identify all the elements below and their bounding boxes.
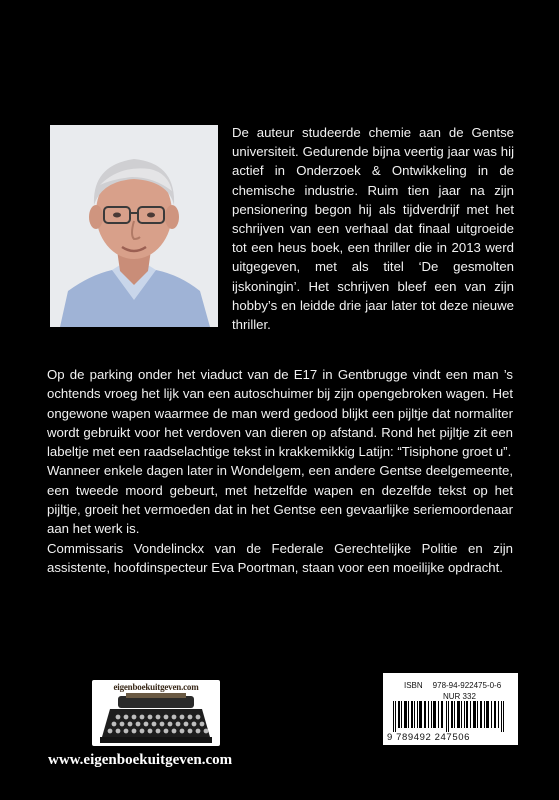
synopsis-paragraph: Op de parking onder het viaduct van de E17 in Gentbrugge vindt een man ’s ochtends vroeg het lijk van een autoschuimer bij zijn opengebroken wagen. Het ongewone wapen waarmee de man werd gedood blijkt een pijltje dat normaliter wordt gebruikt voor het verdoven van dieren op afstand. Rond het pijltje zit een labeltje met een raadselachtige tekst in krakkemikkig Latijn: “Tisiphone groet u”. <box>47 367 513 460</box>
synopsis-paragraph: Wanneer enkele dagen later in Wondelgem, een andere Gentse deelgemeente, een tweede moord gebeurt, met hetzelfde wapen en dezelfde tekst op het pijltje, groeit het vermoeden dat in het Gentse een gevaarlijke seriemoordenaar aan het werk is. <box>47 463 513 537</box>
publisher-logo-text: eigenboekuitgeven.com <box>113 682 199 692</box>
isbn-label: ISBN <box>404 681 423 690</box>
author-photo <box>50 125 218 327</box>
author-portrait-image <box>50 125 218 327</box>
synopsis-paragraph: Commissaris Vondelinckx van de Federale Gerechtelijke Politie en zijn assistente, hoofdinspecteur Eva Poortman, staan voor een moeilijke opdracht. <box>47 540 513 575</box>
typewriter-icon <box>92 693 220 746</box>
nur-code: NUR 332 <box>443 692 476 701</box>
isbn-barcode-box <box>383 673 518 745</box>
author-bio: De auteur studeerde chemie aan de Gentse universiteit. Gedurende bijna veertig jaar was hij actief in Onderzoek & Ontwikkeling in de chemische industrie. Ruim tien jaar na zijn pensionering begon hij als tijdverdrijf met het schrijven van een verhaal dat finaal uitgroeide tot een heus boek, een thriller die in 2013 werd uitgegeven, met als titel ‘De gesmolten ijskoningin’. Het schrijven bleef een van zijn hobby’s en leidde drie jaar later tot deze nieuwe thriller. <box>232 125 514 333</box>
isbn-line <box>404 681 501 690</box>
publisher-logo <box>92 680 220 746</box>
publisher-website: www.eigenboekuitgeven.com <box>48 752 233 768</box>
barcode-digits: 9 789492 247506 <box>387 732 470 743</box>
barcode-icon <box>393 701 508 732</box>
isbn-number: 978-94-922475-0-6 <box>432 681 502 690</box>
book-synopsis <box>47 365 513 577</box>
